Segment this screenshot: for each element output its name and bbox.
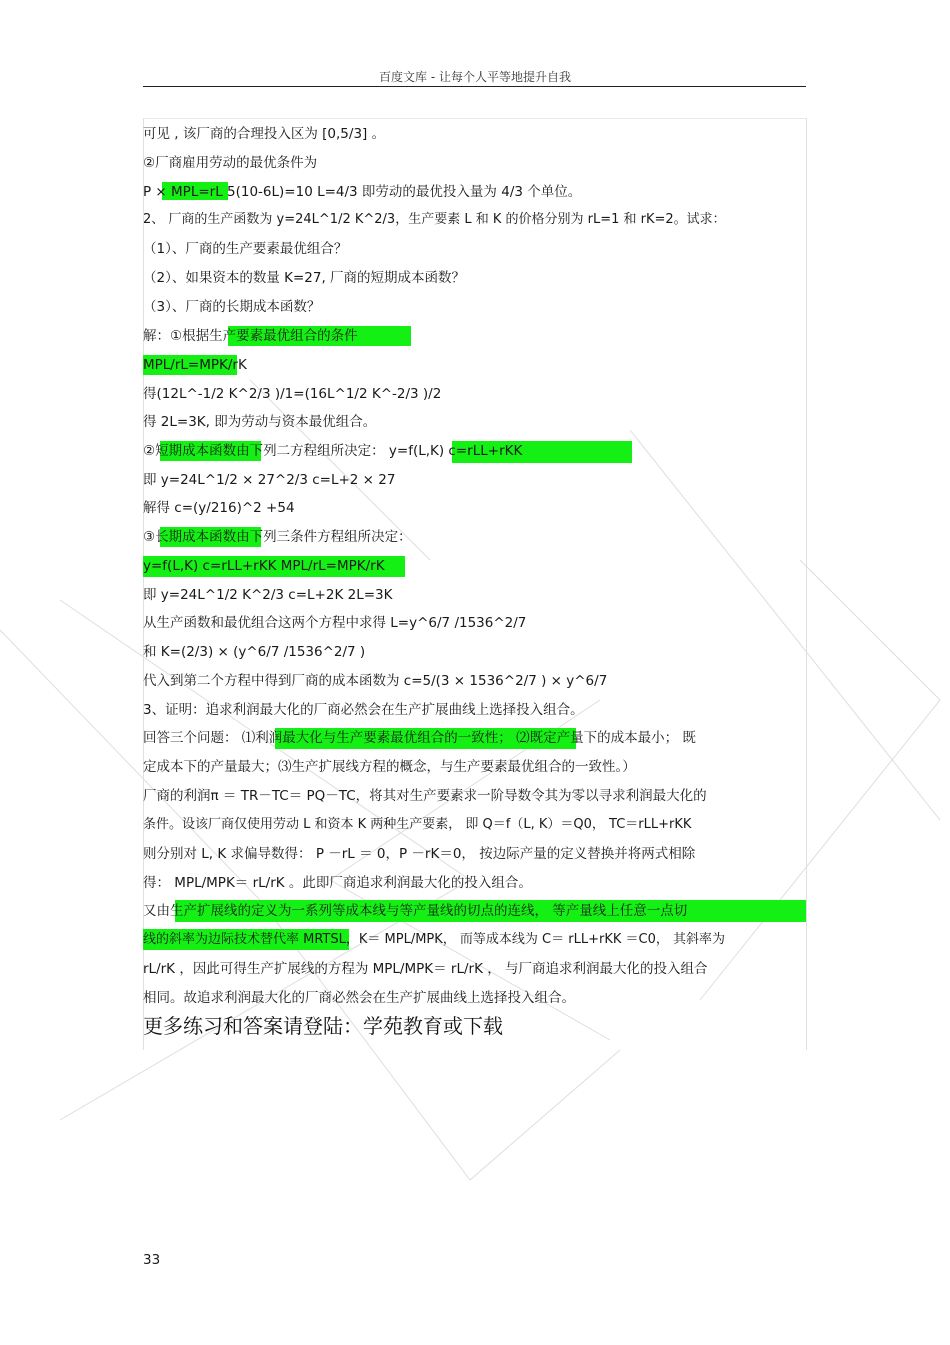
text-line: P × MPL=rL 5(10-6L)=10 L=4/3 即劳动的最优投入量为 4/3 个单位。: [143, 184, 582, 200]
text-line: 和 K=(2/3) × (y^6/7 /1536^2/7 ): [143, 644, 366, 660]
text-line: 相同。故追求利润最大化的厂商必然会在生产扩展曲线上选择投入组合。: [143, 990, 575, 1006]
text-line: 线的斜率为边际技术替代率 MRTSL，K＝ MPL/MPK， 而等成本线为 C＝ rLL+rKK ＝C0， 其斜率为: [143, 932, 725, 947]
page-number: 33: [143, 1252, 161, 1268]
text-line: ②短期成本函数由下列二方程组所决定： y=f(L,K) c=rLL+rKK: [143, 443, 523, 459]
header-rule: [143, 86, 806, 87]
promo-text: 更多练习和答案请登陆：学苑教育或下载: [143, 1014, 503, 1038]
text-line: 则分别对 L, K 求偏导数得： P －rL ＝ 0，P －rK＝0， 按边际产量的定义替换并将两式相除: [143, 846, 696, 862]
text-line: 2、 厂商的生产函数为 y=24L^1/2 K^2/3，生产要素 L 和 K 的价格分别为 rL=1 和 rK=2。试求：: [143, 212, 726, 227]
text-line: 得： MPL/MPK＝ rL/rK 。此即厂商追求利润最大化的投入组合。: [143, 875, 532, 891]
text-line: 可见 , 该厂商的合理投入区为 [0,5/3] 。: [143, 126, 386, 142]
text-line: rL/rK ，因此可得生产扩展线的方程为 MPL/MPK＝ rL/rK ， 与厂商追求利润最大化的投入组合: [143, 961, 708, 977]
text-line: 即 y=24L^1/2 × 27^2/3 c=L+2 × 27: [143, 472, 396, 488]
text-line: 解：①根据生产要素最优组合的条件: [143, 328, 358, 344]
text-line: 厂商的利润π ＝ TR－TC＝ PQ－TC，将其对生产要素求一阶导数令其为零以寻求利润最大化的: [143, 788, 707, 804]
text-line: ③长期成本函数由下列三条件方程组所决定：: [143, 529, 412, 545]
text-line: （3）、厂商的长期成本函数？: [143, 299, 321, 315]
text-line: 回答三个问题： ⑴利润最大化与生产要素最优组合的一致性； ⑵既定产量下的成本最小； 既: [143, 730, 696, 746]
text-line: 定成本下的产量最大；⑶生产扩展线方程的概念，与生产要素最优组合的一致性。）: [143, 759, 636, 775]
text-line: （2）、如果资本的数量 K=27, 厂商的短期成本函数？: [143, 270, 466, 286]
text-line: 条件。设该厂商仅使用劳动 L 和资本 K 两种生产要素， 即 Q＝f（L, K）＝Q0， TC＝rLL+rKK: [143, 817, 692, 832]
text-line: 得(12L^-1/2 K^2/3 )/1=(16L^1/2 K^-2/3 )/2: [143, 386, 442, 402]
text-line: y=f(L,K) c=rLL+rKK MPL/rL=MPK/rK: [143, 558, 385, 574]
text-line: 即 y=24L^1/2 K^2/3 c=L+2K 2L=3K: [143, 587, 393, 603]
text-line: 代入到第二个方程中得到厂商的成本函数为 c=5/(3 × 1536^2/7 ) × y^6/7: [143, 673, 608, 689]
text-line: （1）、厂商的生产要素最优组合？: [143, 241, 348, 257]
text-line: 得 2L=3K, 即为劳动与资本最优组合。: [143, 414, 377, 430]
frame-top: [143, 118, 806, 119]
text-line: 解得 c=(y/216)^2 +54: [143, 500, 295, 516]
page-header: 百度文库 - 让每个人平等地提升自我: [379, 70, 571, 84]
text-line: ②厂商雇用劳动的最优条件为: [143, 155, 318, 171]
text-line: MPL/rL=MPK/rK: [143, 357, 247, 373]
frame-right: [806, 118, 807, 1050]
text-line: 3、证明：追求利润最大化的厂商必然会在生产扩展曲线上选择投入组合。: [143, 702, 584, 718]
text-line: 又由生产扩展线的定义为一系列等成本线与等产量线的切点的连线， 等产量线上任意一点切: [143, 903, 688, 919]
text-line: 从生产函数和最优组合这两个方程中求得 L=y^6/7 /1536^2/7: [143, 615, 527, 631]
